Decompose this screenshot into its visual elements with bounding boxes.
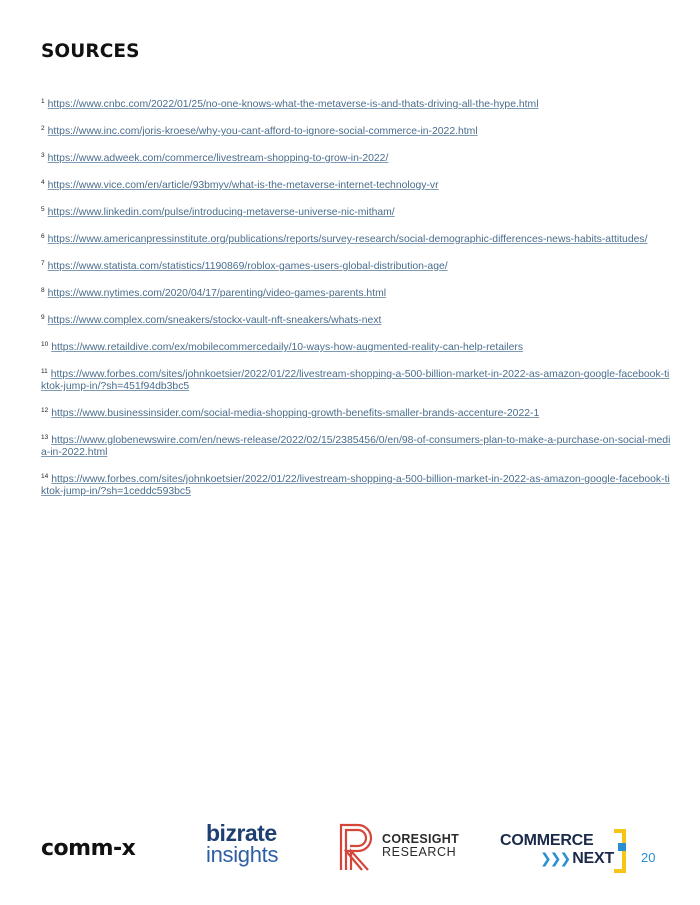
commerce-wordmark: COMMERCE bbox=[500, 832, 594, 849]
chevrons-icon: ❯❯❯ bbox=[540, 850, 570, 866]
source-link[interactable]: https://www.nytimes.com/2020/04/17/parenting/video-games-parents.html bbox=[47, 288, 387, 299]
page-number: 20 bbox=[641, 850, 656, 865]
source-link[interactable]: https://www.forbes.com/sites/johnkoetsier/2022/01/22/livestream-shopping-a-500-billion-market-in-2022-as-amazon-google-facebook-tiktok-jump-in/?sh=451f94db3bc5 bbox=[41, 369, 670, 392]
source-link[interactable]: https://www.inc.com/joris-kroese/why-you-cant-afford-to-ignore-social-commerce-in-2022.html bbox=[47, 126, 478, 137]
source-item bbox=[41, 204, 671, 219]
footnote-number: 3 bbox=[41, 152, 45, 159]
footnote-number: 14 bbox=[41, 473, 49, 480]
source-link[interactable]: https://www.forbes.com/sites/johnkoetsier/2022/01/22/livestream-shopping-a-500-billion-market-in-2022-as-amazon-google-facebook-tiktok-jump-in/?sh=1ceddc593bc5 bbox=[41, 474, 670, 497]
footnote-number: 11 bbox=[41, 368, 48, 375]
source-link[interactable]: https://www.adweek.com/commerce/livestream-shopping-to-grow-in-2022/ bbox=[47, 153, 389, 164]
source-link[interactable]: https://www.businessinsider.com/social-media-shopping-growth-benefits-smaller-brands-accenture-2022-1 bbox=[51, 408, 540, 419]
coresight-wordmark: CORESIGHT bbox=[382, 832, 460, 846]
source-link[interactable]: https://www.linkedin.com/pulse/introducing-metaverse-universe-nic-mitham/ bbox=[47, 207, 395, 218]
source-item bbox=[41, 312, 671, 327]
footnote-number: 7 bbox=[41, 260, 45, 267]
source-link[interactable]: https://www.statista.com/statistics/1190869/roblox-games-users-global-distribution-age/ bbox=[47, 261, 448, 272]
footnote-number: 8 bbox=[41, 287, 45, 294]
source-link[interactable]: https://www.americanpressinstitute.org/publications/reports/survey-research/social-demographic-differences-news-habits-attitudes/ bbox=[47, 234, 648, 245]
source-item bbox=[41, 123, 671, 138]
source-item bbox=[41, 471, 671, 498]
footnote-number: 13 bbox=[41, 434, 49, 441]
footnote-number: 4 bbox=[41, 179, 45, 186]
source-link[interactable]: https://www.retaildive.com/ex/mobilecommercedaily/10-ways-how-augmented-reality-can-help-retailers bbox=[51, 342, 524, 353]
bizrate-insights-logo bbox=[206, 822, 278, 866]
comm-x-wordmark: comm-x bbox=[41, 836, 136, 861]
source-item bbox=[41, 366, 671, 393]
comm-x-logo bbox=[41, 836, 135, 861]
coresight-mark-icon bbox=[338, 822, 382, 872]
source-item bbox=[41, 258, 671, 273]
source-link[interactable]: https://www.cnbc.com/2022/01/25/no-one-knows-what-the-metaverse-is-and-thats-driving-all-the-hype.html bbox=[47, 99, 539, 110]
footnote-number: 12 bbox=[41, 407, 49, 414]
source-item bbox=[41, 285, 671, 300]
footnote-number: 2 bbox=[41, 125, 45, 132]
footer-logos bbox=[0, 810, 700, 880]
bizrate-wordmark: bizrate bbox=[206, 820, 277, 846]
footnote-number: 10 bbox=[41, 341, 49, 348]
source-item bbox=[41, 432, 671, 459]
insights-wordmark: insights bbox=[206, 842, 279, 867]
page-title: SOURCES bbox=[41, 41, 140, 62]
footnote-number: 6 bbox=[41, 233, 45, 240]
source-item bbox=[41, 405, 671, 420]
source-link[interactable]: https://www.globenewswire.com/en/news-release/2022/02/15/2385456/0/en/98-of-consumers-plan-to-make-a-purchase-on-social-media-in-2022.html bbox=[41, 435, 671, 458]
source-item bbox=[41, 231, 671, 246]
footnote-number: 1 bbox=[41, 98, 45, 105]
bracket-icon bbox=[612, 829, 628, 873]
source-item bbox=[41, 150, 671, 165]
footnote-number: 5 bbox=[41, 206, 45, 213]
next-wordmark: NEXT bbox=[572, 850, 615, 867]
research-wordmark: RESEARCH bbox=[382, 845, 457, 859]
source-link[interactable]: https://www.complex.com/sneakers/stockx-vault-nft-sneakers/whats-next bbox=[47, 315, 382, 326]
sources-list bbox=[41, 96, 671, 510]
source-item bbox=[41, 177, 671, 192]
footnote-number: 9 bbox=[41, 314, 45, 321]
source-link[interactable]: https://www.vice.com/en/article/93bmyv/what-is-the-metaverse-internet-technology-vr bbox=[47, 180, 439, 191]
source-item bbox=[41, 96, 671, 111]
source-item bbox=[41, 339, 671, 354]
